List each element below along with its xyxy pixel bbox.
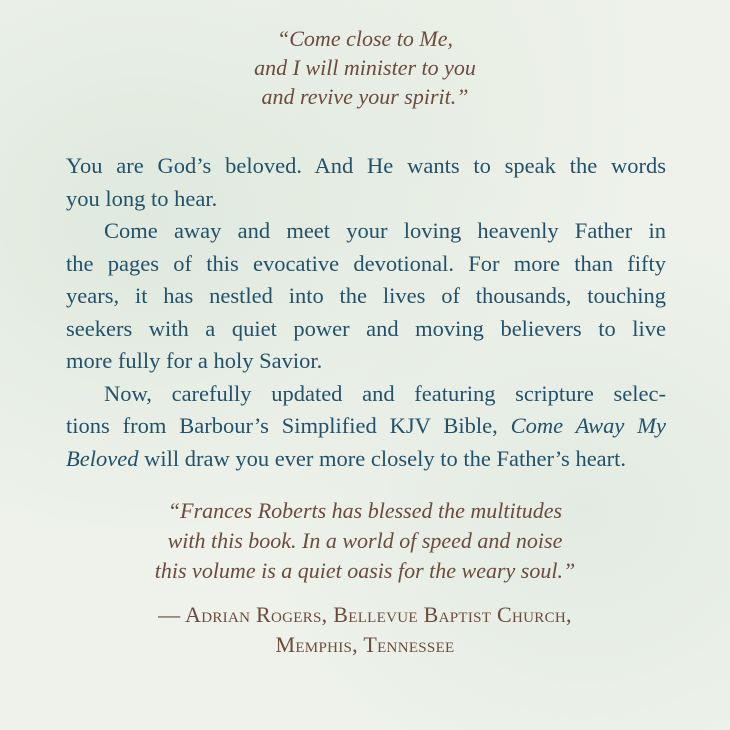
paragraph-1-line: You are God’s beloved. And He wants to speak the words — [66, 153, 666, 178]
paragraph-1-line: you long to hear. — [66, 185, 218, 211]
description — [66, 150, 666, 475]
attribution-line: — Adrian Rogers, Bellevue Baptist Church, — [158, 602, 572, 627]
endorsement-line: this volume is a quiet oasis for the weary soul.” — [154, 558, 576, 583]
paragraph-3-line — [66, 410, 666, 443]
endorsement-attribution — [0, 600, 730, 660]
quote-line: “Come close to Me, — [277, 26, 453, 51]
paragraph-3-line — [66, 443, 666, 476]
paragraph-2-line: years, it has nestled into the lives of thousands, touching — [66, 283, 666, 308]
quote-line: and revive your spirit.” — [261, 84, 469, 109]
quote-line: and I will minister to you — [254, 55, 476, 80]
endorsement-quote — [0, 496, 730, 586]
paragraph-2-line: the pages of this evocative devotional. For more than fifty — [66, 250, 666, 276]
endorsement-line: “Frances Roberts has blessed the multitudes — [167, 498, 563, 523]
paragraph-3-text: will draw you ever more closely to the Father’s heart. — [138, 445, 627, 471]
book-title: Beloved — [66, 445, 139, 471]
scripture-quote — [0, 24, 730, 111]
endorsement-line: with this book. In a world of speed and noise — [167, 528, 563, 553]
paragraph-2-line: seekers with a quiet power and moving believers to live — [66, 315, 666, 341]
attribution-line: Memphis, Tennessee — [275, 632, 455, 657]
paragraph-2-line: more fully for a holy Savior. — [66, 348, 323, 373]
paragraph-3-line: Now, carefully updated and featuring scripture selec- — [104, 380, 666, 406]
book-title: Come Away My — [510, 413, 666, 438]
paragraph-2-line: Come away and meet your loving heavenly Father in — [104, 218, 666, 243]
paragraph-3-text: tions from Barbour’s Simplified KJV Bible, — [66, 413, 511, 438]
